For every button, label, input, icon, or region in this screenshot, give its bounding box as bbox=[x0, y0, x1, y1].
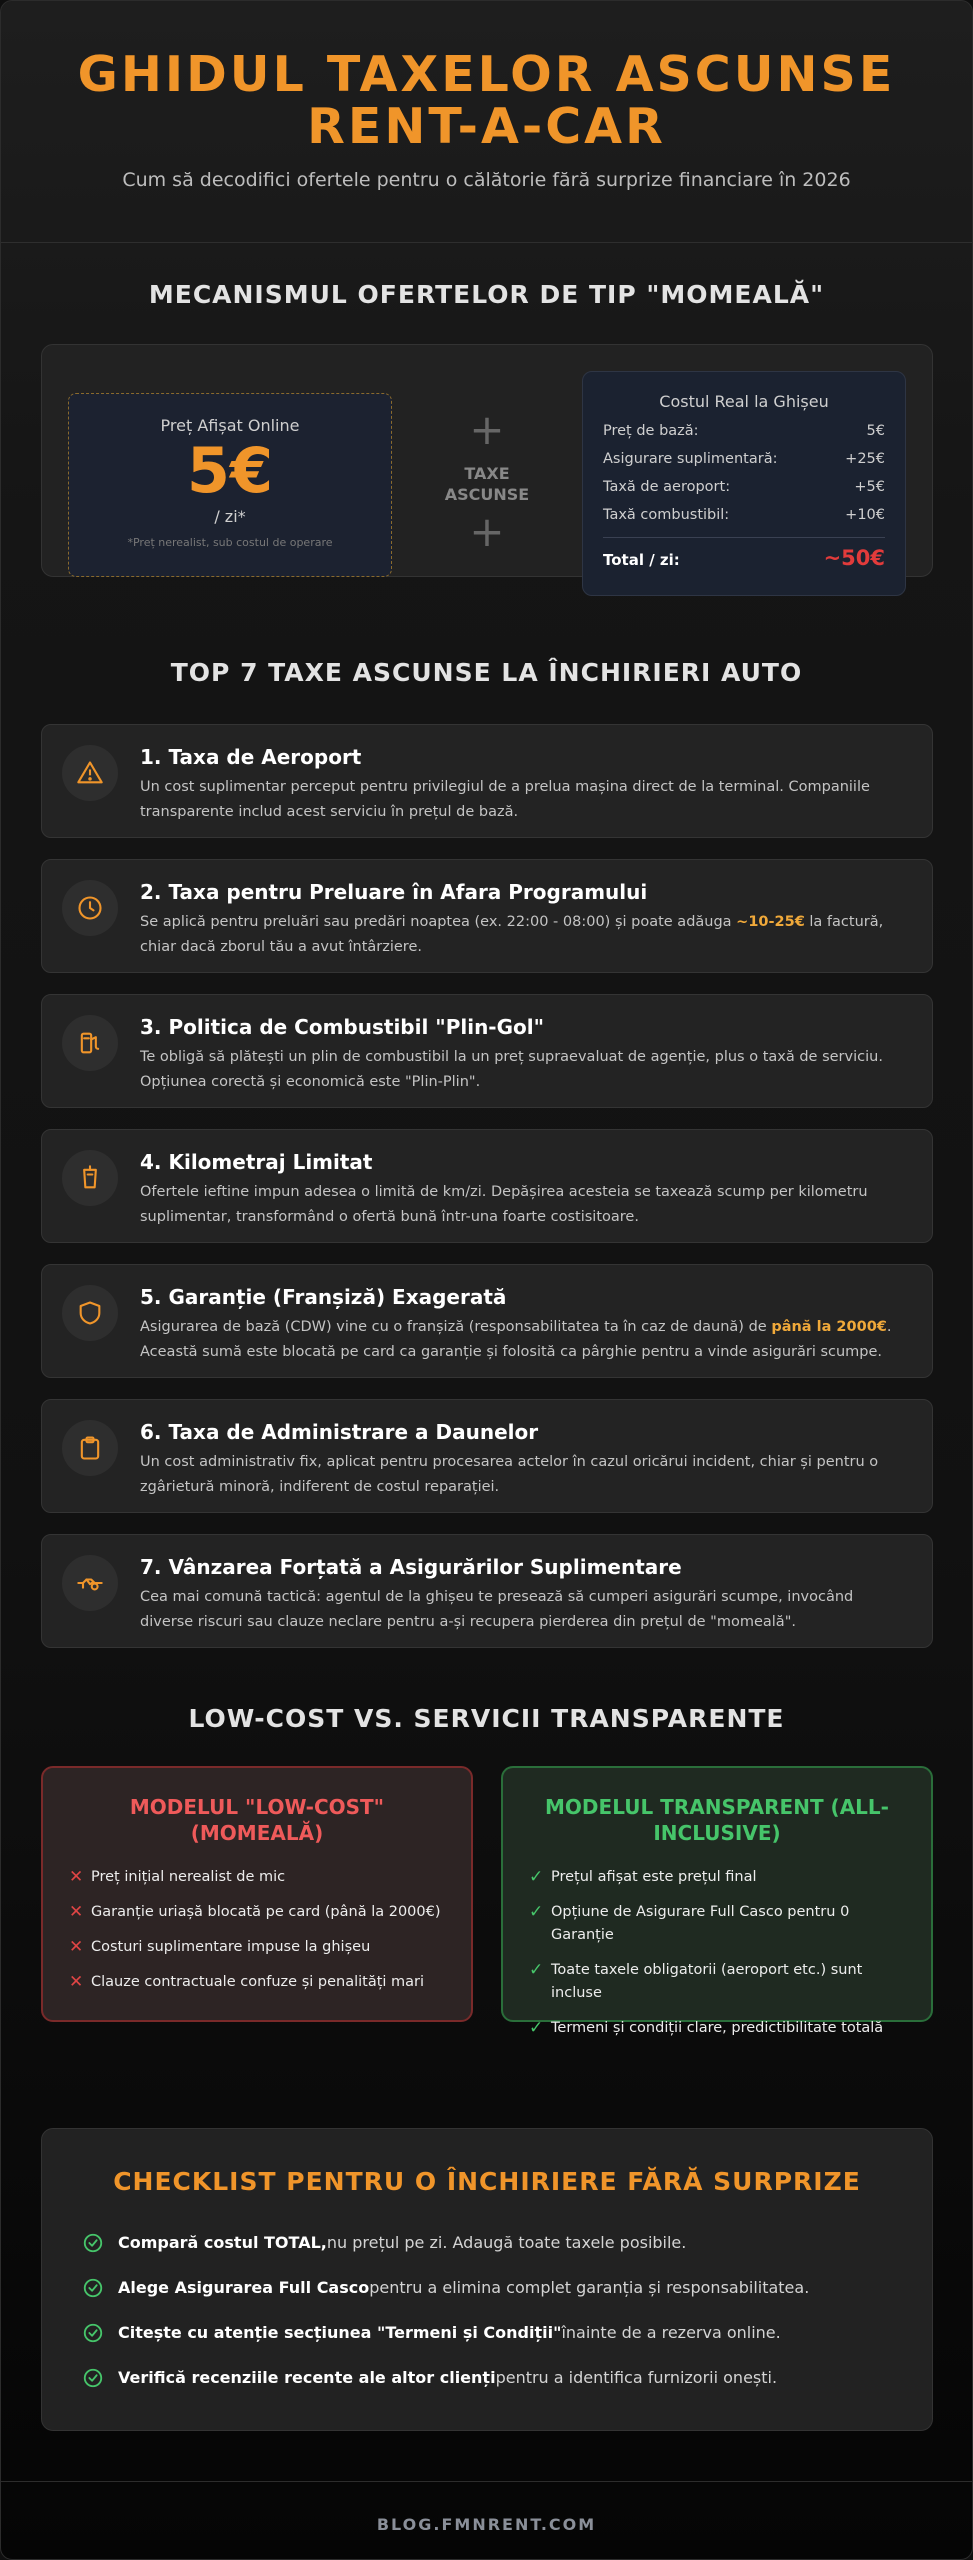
fee-card bbox=[41, 994, 933, 1108]
checklist-item-text bbox=[118, 2368, 777, 2387]
fee-card bbox=[41, 1264, 933, 1378]
transparent-list bbox=[529, 1866, 905, 2040]
checklist-item bbox=[82, 2310, 932, 2355]
fee-title: 1. Taxa de Aeroport bbox=[140, 745, 362, 769]
low-cost-model-title-line2: (MOMEALĂ) bbox=[190, 1821, 324, 1845]
checklist-item-text bbox=[118, 2278, 809, 2297]
check-mark-icon: ✓ bbox=[529, 1960, 544, 1980]
checklist-title: CHECKLIST PENTRU O ÎNCHIRIERE FĂRĂ SURPRIZE bbox=[113, 2167, 861, 2196]
real-cost-title: Costul Real la Ghișeu bbox=[659, 392, 829, 411]
checklist-item bbox=[82, 2355, 932, 2400]
check-mark-icon: ✓ bbox=[529, 2018, 544, 2038]
real-cost-row bbox=[603, 423, 885, 439]
list-item-text: Opțiune de Asigurare Full Casco pentru 0 Garanție bbox=[551, 1904, 850, 1943]
mechanism-panel bbox=[41, 344, 933, 577]
fee-card bbox=[41, 1399, 933, 1513]
checklist-item-rest: pentru a elimina complet garanția și responsabilitatea. bbox=[369, 2278, 810, 2297]
clock-icon bbox=[62, 880, 118, 936]
warning-triangle-icon bbox=[62, 745, 118, 801]
offer-unit: / zi* bbox=[214, 507, 246, 526]
offer-price: 5€ bbox=[186, 434, 274, 507]
fee-description: Un cost suplimentar perceput pentru privilegiul de a prelua mașina direct de la terminal. Companiile transparente includ acest serviciu în prețul de bază. bbox=[140, 779, 870, 820]
list-item-text: Prețul afișat este prețul final bbox=[551, 1869, 757, 1885]
clipboard-icon bbox=[62, 1420, 118, 1476]
fee-description bbox=[140, 910, 910, 960]
transparent-model-title bbox=[529, 1794, 905, 1846]
fee-description-text: Asigurarea de bază (CDW) vine cu o franșiză (responsabilitatea ta în caz de daună) de bbox=[140, 1319, 772, 1335]
real-cost-row bbox=[603, 451, 885, 467]
transparent-model-card bbox=[501, 1766, 933, 2038]
fee-description-text: la factură, chiar dacă zborul tău a avut întârziere. bbox=[140, 914, 884, 955]
fee-card bbox=[41, 859, 933, 973]
fee-title: 7. Vânzarea Forțată a Asigurărilor Suplimentare bbox=[140, 1555, 682, 1579]
x-mark-icon: ✕ bbox=[69, 1937, 84, 1957]
fee-card bbox=[41, 724, 933, 838]
list-item-text: Costuri suplimentare impuse la ghișeu bbox=[91, 1939, 371, 1955]
low-cost-model-card bbox=[41, 1766, 473, 2022]
real-cost-row bbox=[603, 507, 885, 523]
fee-card bbox=[41, 1534, 933, 1648]
checklist-item bbox=[82, 2265, 932, 2310]
list-item bbox=[69, 1971, 445, 1994]
transparent-model-title-line2: INCLUSIVE) bbox=[653, 1821, 781, 1845]
list-item-text: Termeni și condiții clare, predictibilitate totală bbox=[551, 2020, 884, 2036]
real-cost-total-value: ~50€ bbox=[823, 546, 885, 570]
list-item bbox=[529, 2017, 905, 2040]
page-title-line1: GHIDUL TAXELOR ASCUNSE bbox=[77, 46, 896, 103]
real-cost-row-value: +5€ bbox=[854, 479, 885, 495]
handshake-icon bbox=[62, 1555, 118, 1611]
fee-description: Te obligă să plătești un plin de combustibil la un preț supraevaluat de agenție, plus o taxă de serviciu. Opțiunea corectă și economică este "Plin-Plin". bbox=[140, 1049, 883, 1090]
offer-note: *Preț nerealist, sub costul de operare bbox=[127, 536, 333, 549]
list-item bbox=[69, 1866, 445, 1889]
x-mark-icon: ✕ bbox=[69, 1867, 84, 1887]
fee-description: Ofertele ieftine impun adesea o limită de km/zi. Depășirea acesteia se taxează scump per kilometru suplimentar, transformând o ofertă bună într-una foarte costisitoare. bbox=[140, 1184, 868, 1225]
fuel-pump-icon bbox=[62, 1015, 118, 1071]
mechanism-section-title: MECANISMUL OFERTELOR DE TIP "MOMEALĂ" bbox=[148, 280, 825, 309]
fee-description: Cea mai comună tactică: agentul de la ghișeu te presează să cumperi asigurări scumpe, invocând diverse riscuri sau clauze neclare pentru a-și recupera pierderea din prețul de "momeală". bbox=[140, 1589, 854, 1630]
plus-icon: + bbox=[469, 405, 505, 454]
fee-title: 5. Garanție (Franșiză) Exagerată bbox=[140, 1285, 507, 1309]
check-mark-icon: ✓ bbox=[529, 1902, 544, 1922]
check-circle-icon bbox=[82, 2277, 104, 2299]
check-mark-icon: ✓ bbox=[529, 1867, 544, 1887]
check-circle-icon bbox=[82, 2322, 104, 2344]
list-item-text: Preț inițial nerealist de mic bbox=[91, 1869, 286, 1885]
online-offer-card bbox=[68, 393, 392, 577]
x-mark-icon: ✕ bbox=[69, 1972, 84, 1992]
real-cost-row-label: Taxă de aeroport: bbox=[603, 479, 731, 495]
page-header bbox=[1, 1, 972, 243]
list-item-text: Clauze contractuale confuze și penalități mari bbox=[91, 1974, 425, 1990]
page-title-line2: RENT-A-CAR bbox=[307, 98, 666, 155]
list-item bbox=[69, 1936, 445, 1959]
real-cost-card bbox=[582, 371, 906, 596]
real-cost-row-label: Taxă combustibil: bbox=[603, 507, 730, 523]
fee-title: 3. Politica de Combustibil "Plin-Gol" bbox=[140, 1015, 545, 1039]
comparison-section-title: LOW-COST VS. SERVICII TRANSPARENTE bbox=[188, 1704, 785, 1733]
fee-description-text: . Această sumă este blocată pe card ca garanție și folosită ca pârghie pentru a vinde asigurări scumpe. bbox=[140, 1319, 892, 1360]
checklist-item-bold: Verifică recenziile recente ale altor clienți bbox=[118, 2368, 496, 2387]
real-cost-row-label: Preț de bază: bbox=[603, 423, 699, 439]
checklist-item-bold: Alege Asigurarea Full Casco bbox=[118, 2278, 370, 2297]
checklist-item-rest: pentru a identifica furnizorii onești. bbox=[495, 2368, 778, 2387]
checklist-item-bold: Citește cu atenție secțiunea "Termeni și Condiții" bbox=[118, 2323, 562, 2342]
list-item bbox=[529, 1866, 905, 1889]
page-title bbox=[1, 46, 972, 155]
checklist-item-text bbox=[118, 2233, 686, 2252]
fee-title: 2. Taxa pentru Preluare în Afara Programului bbox=[140, 880, 648, 904]
offer-label: Preț Afișat Online bbox=[160, 416, 300, 435]
checklist-item-bold: Compară costul TOTAL, bbox=[118, 2233, 327, 2252]
page-subtitle: Cum să decodifici ofertele pentru o călătorie fără surprize financiare în 2026 bbox=[122, 169, 851, 191]
fees-section-title: TOP 7 TAXE ASCUNSE LA ÎNCHIRIERI AUTO bbox=[170, 658, 803, 687]
real-cost-total bbox=[603, 537, 885, 570]
fee-description-text: Se aplică pentru preluări sau predări noaptea (ex. 22:00 - 08:00) și poate adăuga bbox=[140, 914, 737, 930]
real-cost-row-value: +10€ bbox=[845, 507, 885, 523]
list-item-text: Garanție uriașă blocată pe card (până la 2000€) bbox=[91, 1904, 441, 1920]
fee-description: Un cost administrativ fix, aplicat pentru procesarea actelor în cazul oricărui incident, chiar și pentru o zgârietură minoră, indiferent de costul reparației. bbox=[140, 1454, 879, 1495]
fee-title: 6. Taxa de Administrare a Daunelor bbox=[140, 1420, 539, 1444]
real-cost-row bbox=[603, 479, 885, 495]
fee-highlight: până la 2000€ bbox=[771, 1319, 887, 1335]
hidden-fees-label-line2: ASCUNSE bbox=[444, 485, 530, 504]
x-mark-icon: ✕ bbox=[69, 1902, 84, 1922]
fee-description bbox=[140, 1315, 910, 1365]
real-cost-row-label: Asigurare suplimentară: bbox=[603, 451, 778, 467]
shield-icon bbox=[62, 1285, 118, 1341]
checklist-item bbox=[82, 2220, 932, 2265]
checklist-item-rest: nu prețul pe zi. Adaugă toate taxele posibile. bbox=[326, 2233, 687, 2252]
check-circle-icon bbox=[82, 2232, 104, 2254]
low-cost-model-title-line1: MODELUL "LOW-COST" bbox=[129, 1795, 385, 1819]
checklist-item-text bbox=[118, 2323, 781, 2342]
transparent-model-title-line1: MODELUL TRANSPARENT (ALL- bbox=[545, 1795, 889, 1819]
hidden-fees-label bbox=[402, 463, 572, 505]
list-item bbox=[529, 1959, 905, 2005]
hidden-fees-label-line1: TAXE bbox=[464, 464, 510, 483]
checklist-list bbox=[42, 2220, 932, 2400]
fee-highlight: ~10-25€ bbox=[736, 914, 805, 930]
fee-title: 4. Kilometraj Limitat bbox=[140, 1150, 373, 1174]
check-circle-icon bbox=[82, 2367, 104, 2389]
fee-card bbox=[41, 1129, 933, 1243]
checklist-item-rest: înainte de a rezerva online. bbox=[561, 2323, 781, 2342]
low-cost-list bbox=[69, 1866, 445, 1994]
real-cost-row-value: 5€ bbox=[866, 423, 885, 439]
low-cost-model-title bbox=[69, 1794, 445, 1846]
footer-site-link[interactable]: BLOG.FMNRENT.COM bbox=[1, 2481, 972, 2560]
milestone-icon bbox=[62, 1150, 118, 1206]
checklist-panel bbox=[41, 2128, 933, 2431]
real-cost-row-value: +25€ bbox=[845, 451, 885, 467]
list-item bbox=[69, 1901, 445, 1924]
real-cost-total-label: Total / zi: bbox=[603, 551, 680, 569]
list-item-text: Toate taxele obligatorii (aeroport etc.) sunt incluse bbox=[551, 1962, 863, 2001]
plus-icon: + bbox=[469, 507, 505, 556]
list-item bbox=[529, 1901, 905, 1947]
